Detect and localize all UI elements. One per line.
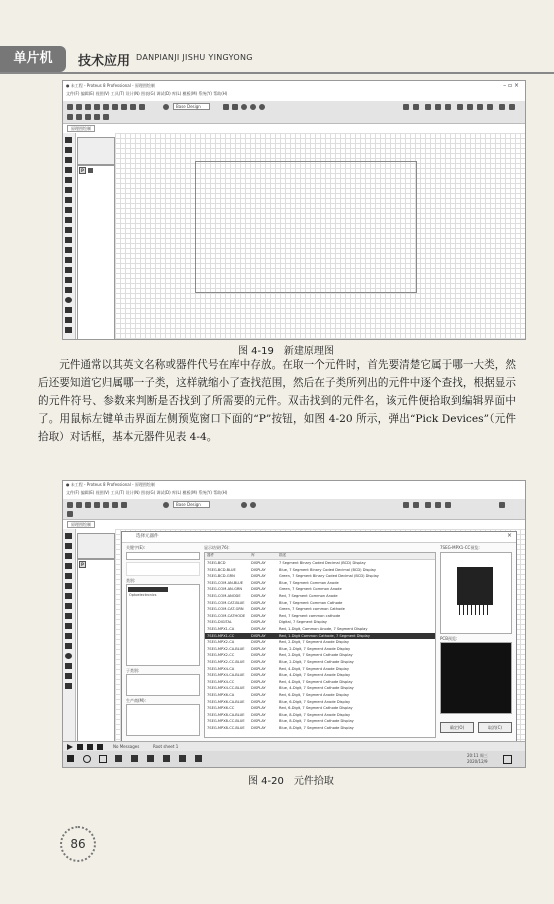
bus-icon[interactable] — [65, 583, 72, 589]
results-header: 显示结果(76): — [204, 545, 230, 550]
help-icon[interactable] — [163, 502, 169, 508]
taskbar-app-icon[interactable] — [147, 755, 154, 762]
copy-icon[interactable] — [435, 104, 441, 110]
block-copy-icon[interactable] — [457, 104, 463, 110]
clock-date[interactable]: 2020/12/9 — [467, 759, 488, 764]
library-cell: DISPLAY — [251, 712, 266, 717]
library-cell: DISPLAY — [251, 673, 266, 678]
device-name-cell: 7SEG-MPX2-CA — [207, 640, 235, 645]
pcb-icon[interactable] — [121, 502, 127, 508]
subcategory-label: 子类别: — [126, 668, 140, 673]
header-subtitle: DANPIANJI JISHU YINGYONG — [136, 53, 253, 62]
device-row[interactable] — [205, 619, 435, 625]
zoom-in-icon[interactable] — [241, 502, 247, 508]
device-name-cell: 7SEG-COM-AN-BLUE — [207, 580, 244, 585]
description-cell: Red, 6-Digit, 7 Segment Cathode Display — [279, 706, 353, 711]
device-row[interactable] — [205, 692, 435, 698]
description-cell: Red, 4-Digit, 7 Segment Anode Display — [279, 666, 349, 671]
library-cell: DISPLAY — [251, 679, 266, 684]
description-cell: Red, 1-Digit, Common Anode, 7 Segment Display — [279, 627, 368, 631]
device-row[interactable] — [205, 672, 435, 678]
device-row[interactable] — [205, 606, 435, 612]
status-message: No Messages — [113, 744, 140, 749]
device-row[interactable] — [205, 567, 435, 573]
path-icon[interactable] — [65, 317, 72, 323]
body-paragraph — [38, 356, 516, 446]
block-move-icon[interactable] — [467, 104, 473, 110]
library-cell: DISPLAY — [251, 693, 266, 697]
dialog-title-bar — [122, 532, 516, 543]
pin-icon[interactable] — [65, 217, 72, 223]
header-title: 技术应用 — [78, 54, 131, 69]
device-row[interactable] — [205, 560, 435, 566]
device-name-cell: 7SEG-DIGITAL — [207, 620, 232, 625]
category-list[interactable] — [126, 584, 200, 666]
library-cell: DISPLAY — [251, 660, 266, 664]
library-cell: DISPLAY — [251, 633, 266, 638]
results-rows — [205, 560, 435, 737]
description-cell: Red, 4-Digit, 7 Segment Cathode Display — [279, 679, 353, 684]
clock-time[interactable]: 20:11 周三 — [467, 753, 488, 758]
library-cell: DISPLAY — [251, 699, 266, 704]
schematic-canvas[interactable] — [115, 133, 525, 339]
description-cell: Digital, 7 Segment Display — [279, 620, 327, 625]
tab-schematic[interactable]: 原理图绘制 — [67, 125, 95, 132]
library-cell: DISPLAY — [251, 607, 266, 612]
results-column-headers — [205, 553, 435, 560]
7seg-pins — [459, 605, 491, 615]
print-icon[interactable] — [94, 104, 100, 110]
probe-icon[interactable] — [65, 623, 72, 629]
help-icon[interactable] — [163, 104, 169, 110]
device-name-cell: 7SEG-MPX2-CC — [207, 653, 235, 658]
manufacturer-list[interactable] — [126, 704, 200, 736]
device-name-cell: 7SEG-COM-ANODE — [207, 594, 241, 598]
gerber-icon[interactable] — [130, 104, 136, 110]
device-name-cell: 7SEG-MPX2-CC-BLUE — [207, 660, 245, 664]
pause-icon[interactable] — [87, 744, 93, 750]
figure-4-19-caption: 图 4-19 新建原理图 — [238, 346, 334, 357]
taskbar-app-icon[interactable] — [179, 755, 186, 762]
taskbar-app-icon[interactable] — [195, 755, 202, 762]
wire-label-icon[interactable] — [65, 563, 72, 569]
line-icon[interactable] — [65, 277, 72, 283]
box-icon[interactable] — [65, 643, 72, 649]
new-icon[interactable] — [67, 502, 73, 508]
taskbar-app-icon[interactable] — [131, 755, 138, 762]
design-dropdown[interactable]: Base Design — [173, 501, 210, 508]
text-script-icon[interactable] — [65, 177, 72, 183]
device-row[interactable] — [205, 699, 435, 705]
tab-schematic[interactable]: 原理图绘制 — [67, 521, 95, 528]
pick-devices-dialog — [121, 531, 517, 743]
redo-icon[interactable] — [413, 104, 419, 110]
pick-devices-button[interactable]: P — [81, 562, 84, 567]
menu-bar[interactable]: 文件(F) 编辑(E) 视图(V) 工具(T) 设计(N) 图表(G) 调试(D) 库(L) 模板(M) 系统(Y) 帮助(H) — [66, 91, 228, 96]
device-row[interactable] — [205, 626, 435, 632]
description-cell: Blue, 4-Digit, 7 Segment Anode Display — [279, 673, 351, 678]
window-controls[interactable]: – ▫ × — [503, 82, 519, 89]
arc-icon[interactable] — [65, 307, 72, 313]
device-name-cell: 7SEG-MPX6-CA — [207, 693, 235, 697]
annotate-icon[interactable] — [85, 114, 91, 120]
device-name-cell: 7SEG-COM-AN-GRN — [207, 587, 243, 592]
description-cell: Red, 7 Segment Common Anode — [279, 594, 338, 598]
library-cell: DISPLAY — [251, 640, 266, 645]
section-tab: 单片机 — [0, 46, 66, 72]
paragraph-text: 元件通常以其英文名称或器件代号在库中存放。在取一个元件时，首先要清楚它属于哪一大类，然后还要知道它归属哪一子类，这样就缩小了查找范围，然后在子类所列出的元件中逐个查找，根据显示的元件符号、参数来判断是否找到了所需要的元件。双击找到的元件名，该元件便拾取到编辑界面中了。用鼠标左键单击界面左侧预览窗口下面的“P”按钮，如图 4-20 所示，弹出“Pick Devices”（元件拾取）对话框，基本元器件见表 4-4。 — [38, 359, 516, 443]
graph-icon[interactable] — [65, 227, 72, 233]
arc-icon[interactable] — [65, 663, 72, 669]
description-cell: 7 Segment Binary Coded Decimal (BCD) Display — [279, 561, 366, 565]
page-header — [0, 44, 554, 74]
device-name-cell: 7SEG-COM-CAT-BLUE — [207, 600, 245, 605]
device-row[interactable] — [205, 646, 435, 652]
save-icon[interactable] — [85, 104, 91, 110]
zoom-all-icon[interactable] — [259, 104, 265, 110]
results-table[interactable] — [204, 552, 436, 738]
probe-icon[interactable] — [65, 257, 72, 263]
search-icon[interactable] — [83, 755, 91, 763]
col-description[interactable]: 描述 — [279, 553, 287, 557]
bus-icon[interactable] — [65, 187, 72, 193]
col-device[interactable]: 器件 — [207, 553, 215, 557]
close-icon[interactable]: × — [506, 532, 512, 539]
description-cell: Blue, 7 Segment Binary Coded Decimal (BCD) Display — [279, 567, 376, 572]
description-cell: Blue, 7 Segment Common Cathode — [279, 600, 343, 605]
generator-icon[interactable] — [65, 613, 72, 619]
junction-icon[interactable] — [65, 157, 72, 163]
7seg-symbol — [457, 567, 493, 605]
menu-bar[interactable]: 文件(F) 编辑(E) 视图(V) 工具(T) 设计(N) 图表(G) 调试(D) 库(L) 模板(M) 系统(Y) 帮助(H) — [66, 490, 228, 495]
device-row[interactable] — [205, 725, 435, 731]
library-cell: DISPLAY — [251, 627, 266, 631]
device-row[interactable] — [205, 666, 435, 672]
play-icon[interactable] — [67, 744, 73, 750]
ok-button[interactable]: 确定(O) — [440, 722, 474, 733]
library-button[interactable] — [88, 168, 93, 173]
mode-toolbar — [63, 133, 76, 339]
device-name-cell: 7SEG-COM-CATHODE — [207, 613, 246, 618]
paste-icon[interactable] — [445, 104, 451, 110]
description-cell: Blue, 4-Digit, 7 Segment Cathode Display — [279, 686, 354, 691]
taskbar-app-icon[interactable] — [115, 755, 122, 762]
device-row[interactable] — [205, 639, 435, 645]
undo-icon[interactable] — [403, 502, 409, 508]
open-icon[interactable] — [76, 502, 82, 508]
cut-icon[interactable] — [425, 502, 431, 508]
property-icon[interactable] — [76, 114, 82, 120]
device-name-cell: 7SEG-MPX4-CC-BLUE — [207, 686, 245, 691]
library-cell: DISPLAY — [251, 686, 266, 691]
library-cell: DISPLAY — [251, 600, 266, 605]
paste-icon[interactable] — [445, 502, 451, 508]
library-cell: DISPLAY — [251, 646, 266, 651]
window-title: ● 未工程 - Proteus 8 Professional - 原理图绘制 — [66, 482, 155, 487]
redo-icon[interactable] — [413, 502, 419, 508]
junction-icon[interactable] — [65, 553, 72, 559]
device-selector — [77, 165, 115, 340]
device-row[interactable] — [205, 633, 435, 639]
device-row[interactable] — [205, 580, 435, 586]
device-row[interactable] — [205, 600, 435, 606]
preview-window[interactable] — [77, 137, 115, 165]
description-cell: Green, 7 Segment Common Anode — [279, 587, 342, 592]
sheet-name: Root sheet 1 — [153, 744, 179, 749]
grid-icon[interactable] — [223, 104, 229, 110]
device-name-cell: 7SEG-MPX4-CC — [207, 679, 235, 684]
component-mode-icon[interactable] — [65, 147, 72, 153]
description-cell: Blue, 8-Digit, 7 Segment Anode Display — [279, 712, 351, 717]
device-name-cell: 7SEG-MPX4-CA — [207, 666, 235, 671]
circle-icon[interactable] — [65, 653, 72, 659]
description-cell: Green, 7 Segment Binary Coded Decimal (BCD) Display — [279, 574, 379, 579]
manufacturer-label: 生产商(M): — [126, 698, 146, 703]
library-cell: DISPLAY — [251, 567, 266, 572]
box-icon[interactable] — [65, 287, 72, 293]
description-cell: Red, 6-Digit, 7 Segment Anode Display — [279, 693, 349, 697]
pcb-preview — [440, 642, 512, 714]
open-icon[interactable] — [76, 104, 82, 110]
description-cell: Blue, 8-Digit, 7 Segment Cathode Display — [279, 726, 354, 730]
description-cell: Blue, 2-Digit, 7 Segment Anode Display — [279, 646, 351, 651]
col-library[interactable]: 库 — [251, 553, 255, 557]
windows-start-icon[interactable] — [67, 755, 74, 762]
device-row[interactable] — [205, 679, 435, 685]
header-rule — [0, 72, 554, 74]
preview-label: 7SEG-MPX1-CC预览: — [440, 545, 480, 550]
device-name-cell: 7SEG-MPX8-CA-BLUE — [207, 712, 245, 717]
subcircuit-icon[interactable] — [65, 197, 72, 203]
title-bar — [63, 81, 525, 102]
library-cell: DISPLAY — [251, 587, 266, 592]
block-rotate-icon[interactable] — [477, 104, 483, 110]
bom-icon[interactable] — [139, 104, 145, 110]
copy-icon[interactable] — [435, 502, 441, 508]
notification-icon[interactable] — [503, 755, 512, 764]
description-cell: Blue, 8-Digit, 7 Segment Cathode Display — [279, 719, 354, 724]
device-name-cell: 7SEG-BCD — [207, 561, 226, 565]
description-cell: Red, 7 Segment common cathode — [279, 613, 341, 618]
device-name-cell: 7SEG-MPX8-CC-BLUE — [207, 719, 245, 724]
generator-icon[interactable] — [65, 247, 72, 253]
keyword-input[interactable] — [126, 552, 200, 560]
text-script-icon[interactable] — [65, 573, 72, 579]
search-icon[interactable] — [67, 511, 73, 517]
library-cell: DISPLAY — [251, 574, 266, 579]
device-name-cell: 7SEG-MPX8-CC-BLUE — [207, 726, 245, 730]
device-name-cell: 7SEG-MPX1-CA — [207, 627, 235, 631]
category-selected-row[interactable] — [128, 587, 168, 592]
line-icon[interactable] — [65, 633, 72, 639]
block-delete-icon[interactable] — [487, 104, 493, 110]
schematic-icon[interactable] — [112, 104, 118, 110]
path-icon[interactable] — [65, 673, 72, 679]
description-cell: Blue, 6-Digit, 7 Segment Anode Display — [279, 699, 351, 704]
zoom-out-icon[interactable] — [250, 104, 256, 110]
design-explorer-icon[interactable] — [103, 114, 109, 120]
wire-label-icon[interactable] — [65, 167, 72, 173]
pick-device-icon[interactable] — [499, 104, 505, 110]
library-cell: DISPLAY — [251, 594, 266, 598]
subcategory-list[interactable] — [126, 674, 200, 696]
figure-4-20-screenshot — [62, 480, 526, 768]
device-name-cell: 7SEG-MPX1-CC — [207, 633, 235, 638]
device-row[interactable] — [205, 712, 435, 718]
taskbar-app-icon[interactable] — [163, 755, 170, 762]
match-checkbox[interactable] — [126, 562, 200, 576]
library-cell: DISPLAY — [251, 666, 266, 671]
step-icon[interactable] — [77, 744, 83, 750]
terminal-icon[interactable] — [65, 207, 72, 213]
origin-icon[interactable] — [232, 104, 238, 110]
device-name-cell: 7SEG-MPX4-CA-BLUE — [207, 673, 245, 678]
design-dropdown[interactable]: Base Design — [173, 103, 210, 110]
main-toolbar — [63, 101, 525, 124]
window-title: ● 未工程 - Proteus 8 Professional - 原理图绘制 — [66, 83, 155, 88]
device-name-cell: 7SEG-MPX6-CC — [207, 706, 235, 711]
graph-icon[interactable] — [65, 603, 72, 609]
home-icon[interactable] — [103, 502, 109, 508]
main-toolbar — [63, 499, 525, 520]
zoom-in-icon[interactable] — [241, 104, 247, 110]
symbol-icon[interactable] — [65, 327, 72, 333]
library-cell: DISPLAY — [251, 580, 266, 585]
description-cell: Blue, 7 Segment Common Anode — [279, 580, 339, 585]
new-icon[interactable] — [67, 104, 73, 110]
sheet-border — [195, 161, 417, 293]
home-icon[interactable] — [103, 104, 109, 110]
preview-window[interactable] — [77, 533, 115, 559]
zoom-out-icon[interactable] — [250, 502, 256, 508]
figure-4-20-caption: 图 4-20 元件拾取 — [248, 776, 334, 787]
pcb-label: PCB预览: — [440, 636, 458, 641]
search-icon[interactable] — [67, 114, 73, 120]
cut-icon[interactable] — [425, 104, 431, 110]
description-cell: Red, 2-Digit, 7 Segment Cathode Display — [279, 653, 353, 658]
device-name-cell: 7SEG-BCD-BLUE — [207, 567, 236, 572]
taskbar — [63, 751, 525, 767]
library-cell: DISPLAY — [251, 613, 266, 618]
stop-icon[interactable] — [97, 744, 103, 750]
device-name-cell: 7SEG-MPX2-CA-BLUE — [207, 646, 245, 651]
device-name-cell: 7SEG-MPX6-CA-BLUE — [207, 699, 245, 704]
library-cell: DISPLAY — [251, 653, 266, 658]
device-row[interactable] — [205, 659, 435, 665]
component-mode-icon[interactable] — [65, 543, 72, 549]
pick-devices-button[interactable]: P — [81, 168, 84, 173]
tape-icon[interactable] — [65, 237, 72, 243]
schematic-icon[interactable] — [112, 502, 118, 508]
symbol-icon[interactable] — [65, 683, 72, 689]
wire-autorouter-icon[interactable] — [509, 104, 515, 110]
device-row[interactable] — [205, 705, 435, 711]
device-row[interactable] — [205, 586, 435, 592]
library-cell: DISPLAY — [251, 719, 266, 724]
print-icon[interactable] — [94, 502, 100, 508]
selection-mode-icon[interactable] — [65, 137, 72, 143]
pick-device-icon[interactable] — [499, 502, 505, 508]
library-cell: DISPLAY — [251, 726, 266, 730]
category-label: 类别: — [126, 578, 136, 583]
library-cell: DISPLAY — [251, 561, 266, 565]
device-row[interactable] — [205, 652, 435, 658]
category-item[interactable]: Optoelectronics — [129, 593, 157, 597]
instrument-icon[interactable] — [65, 267, 72, 273]
description-cell: Blue, 2-Digit, 7 Segment Cathode Display — [279, 660, 354, 664]
device-selector — [77, 559, 115, 743]
page-number: 86 — [60, 826, 96, 862]
device-name-cell: 7SEG-COM-CAT-GRN — [207, 607, 244, 612]
description-cell: Red, 2-Digit, 7 Segment Anode Display — [279, 640, 349, 645]
mode-toolbar — [63, 529, 76, 741]
circle-icon[interactable] — [65, 297, 72, 303]
terminal-icon[interactable] — [65, 593, 72, 599]
selection-mode-icon[interactable] — [65, 533, 72, 539]
dialog-title: 选择元器件 — [136, 534, 159, 539]
schematic-preview — [440, 552, 512, 634]
library-cell: DISPLAY — [251, 706, 266, 711]
device-row[interactable] — [205, 685, 435, 691]
device-row[interactable] — [205, 593, 435, 599]
description-cell: Green, 7 Segment common Cathode — [279, 607, 345, 612]
keyword-label: 关键字(E): — [126, 545, 145, 550]
figure-4-19-screenshot — [62, 80, 526, 340]
task-view-icon[interactable] — [99, 755, 107, 763]
cancel-button[interactable]: 取消(C) — [478, 722, 512, 733]
device-row[interactable] — [205, 573, 435, 579]
save-icon[interactable] — [85, 502, 91, 508]
device-row[interactable] — [205, 613, 435, 619]
undo-icon[interactable] — [403, 104, 409, 110]
library-cell: DISPLAY — [251, 620, 266, 625]
pcb-icon[interactable] — [121, 104, 127, 110]
device-row[interactable] — [205, 718, 435, 724]
device-name-cell: 7SEG-BCD-GRN — [207, 574, 235, 579]
description-cell: Red, 1-Digit Common Cathode, 7 Segment Display — [279, 633, 370, 638]
title-bar — [63, 481, 525, 500]
netlist-icon[interactable] — [94, 114, 100, 120]
